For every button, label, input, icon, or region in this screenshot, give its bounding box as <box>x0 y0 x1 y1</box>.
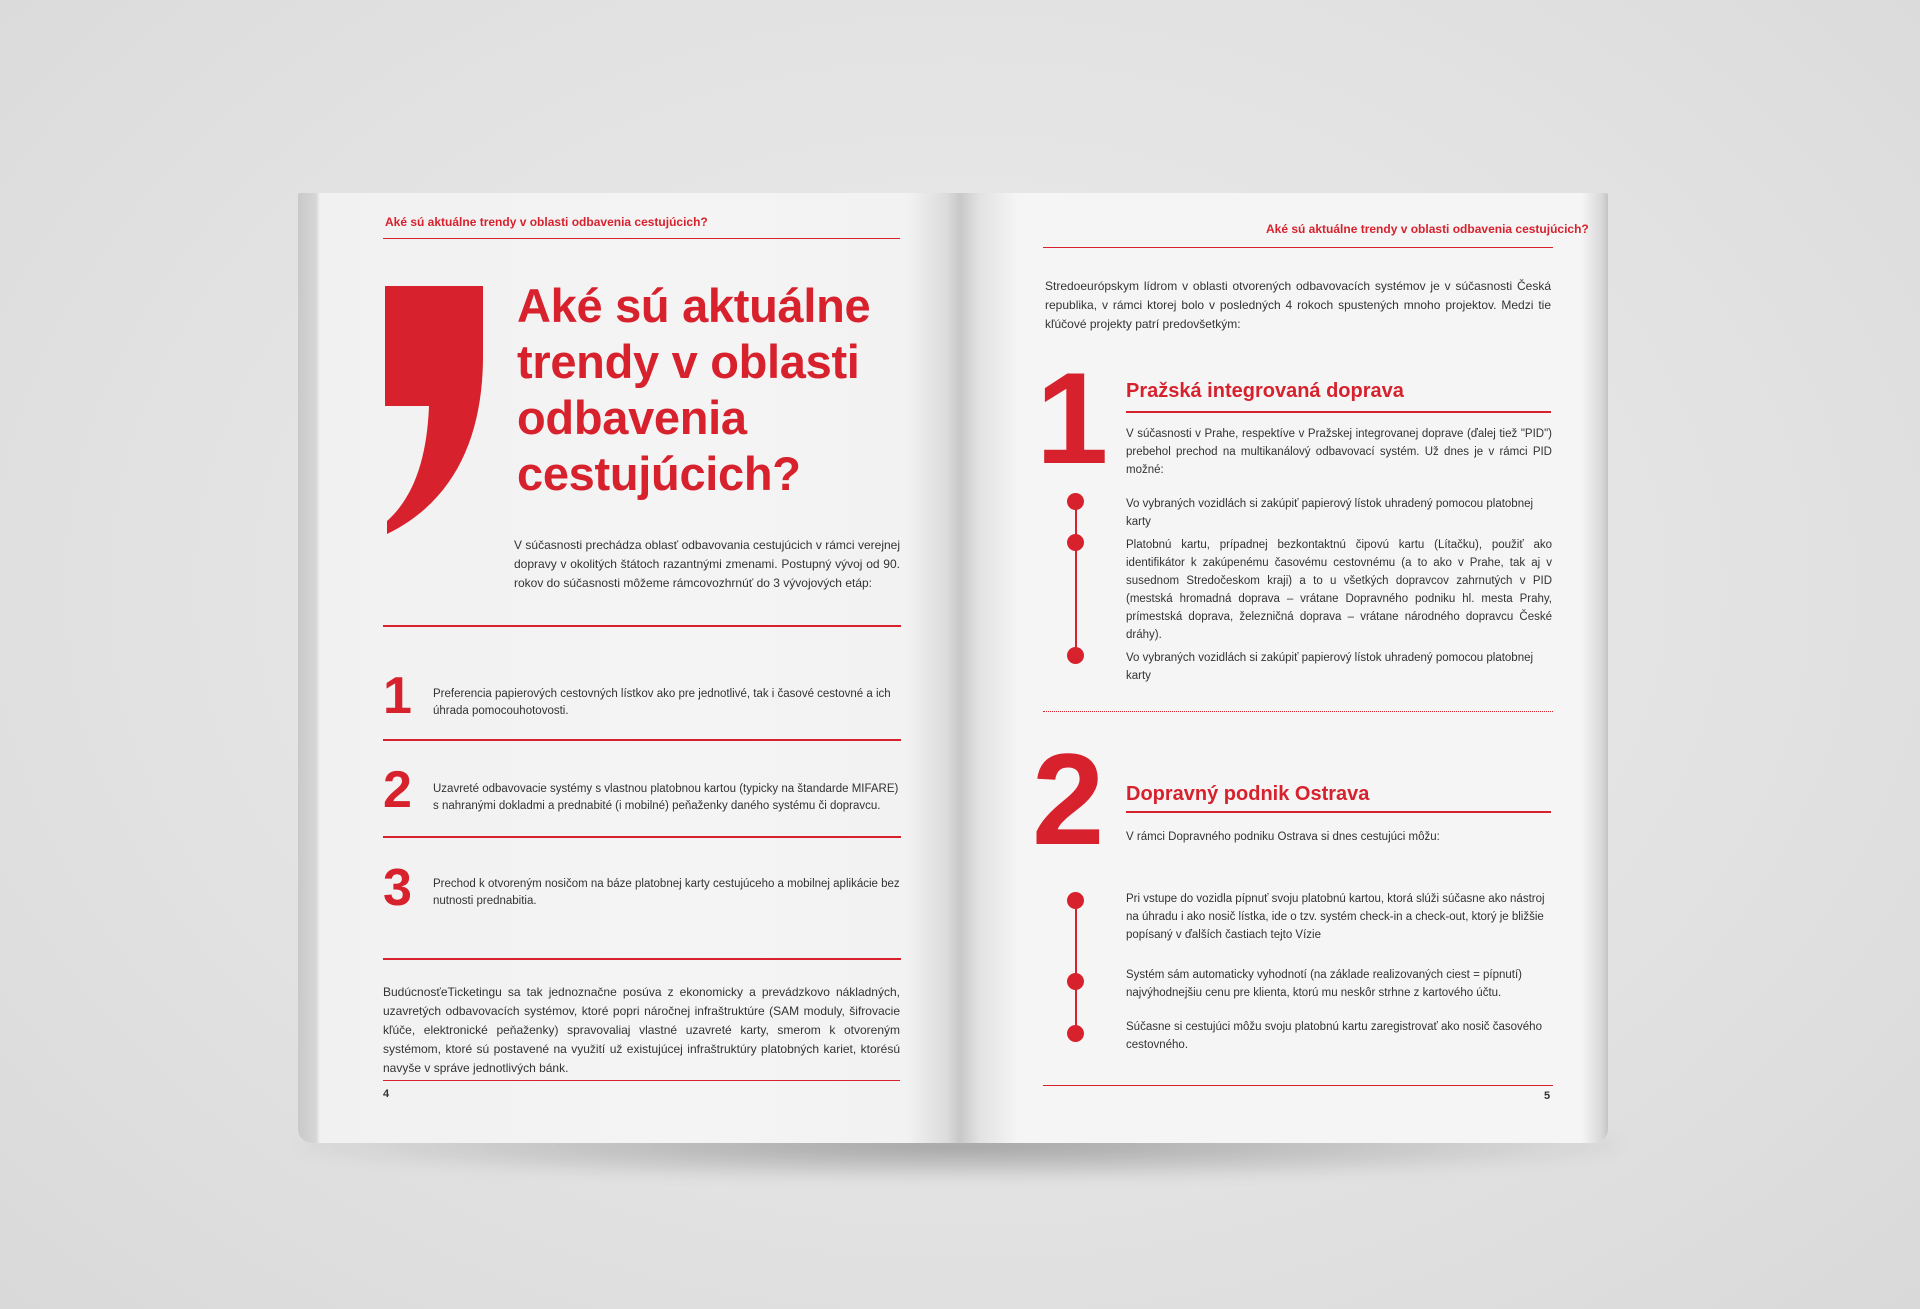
rule <box>383 836 901 838</box>
right-intro: Stredoeurópskym lídrom v oblasti otvorených odbavovacích systémov je v súčasnosti Česká republika, v rámci ktorej bolo v posledných 4 rokoch spustených mnoho projektov. Medzi tie kľúčové projekty patrí predovšetkým: <box>1045 279 1551 331</box>
step-number-1: 1 <box>383 667 412 725</box>
section-number-2: 2 <box>1032 726 1101 872</box>
quote-mark-icon <box>385 286 483 534</box>
timeline-dot <box>1067 973 1084 990</box>
rule <box>383 739 901 741</box>
step-number-2: 2 <box>383 761 412 819</box>
step-number-3: 3 <box>383 859 412 917</box>
page-title <box>517 278 937 502</box>
left-intro: V súčasnosti prechádza oblasť odbavovania cestujúcich v rámci verejnej dopravy v okolitých štátoch razantnými zmenami. Postupný vývoj od 90. rokov do súčasnosti môžeme rámcovozhrnúť do 3 vývojových etáp: <box>514 538 900 590</box>
section-title-rule <box>1126 411 1551 413</box>
section-1-item-1: Vo vybraných vozidlách si zakúpiť papierový lístok uhradený pomocou platobnej karty <box>1126 498 1534 528</box>
section-divider <box>1043 711 1553 712</box>
section-number-1: 1 <box>1036 345 1105 491</box>
timeline-dot <box>1067 1025 1084 1042</box>
timeline-dot <box>1067 892 1084 909</box>
section-1-item-2: Platobnú kartu, prípadnej bezkontaktnú čipovú kartu (Lítačku), použiť ako identifikátor k zakúpenému časovému cestovnému (a to ako v Prahe, tak aj v susednom Stredočeskom kraji) a to u všetkých dopravcov zahrnutých v PID (mestská hromadná doprava – vrátane Dopravného podniku hl. mesta Prahy, prímestská doprava, železničná doprava – vrátane národného dopravcu České dráhy). <box>1126 539 1552 641</box>
section-1-item-3: Vo vybraných vozidlách si zakúpiť papierový lístok uhradený pomocou platobnej karty <box>1126 652 1534 682</box>
section-title-2: Dopravný podnik Ostrava <box>1126 783 1370 805</box>
section-2-item-2: Systém sám automaticky vyhodnotí (na základe realizovaných ciest = pípnutí) najvýhodnejšiu cenu pre klienta, ktorú mu neskôr strhne z kartového účtu. <box>1126 969 1522 999</box>
timeline-dot <box>1067 534 1084 551</box>
step-text-3: Prechod k otvoreným nosičom na báze platobnej karty cestujúceho a mobilnej aplikácie bez nutnosti prednabitia. <box>433 878 900 907</box>
section-2-item-1: Pri vstupe do vozidla pípnuť svoju platobnú kartou, ktorá slúži súčasne ako nástroj na úhradu i ako nosič lístka, ide o tzv. systém check-in a check-out, ktorý je bližšie popísaný v ďalších častiach tejto Vízie <box>1126 893 1545 941</box>
left-foot-rule <box>383 1080 900 1081</box>
page-number-right: 5 <box>1544 1090 1551 1102</box>
section-2-item-3: Súčasne si cestujúci môžu svoju platobnú kartu zaregistrovať ako nosič časového cestovného. <box>1126 1021 1542 1051</box>
step-text-1: Preferencia papierových cestovných lístkov ako pre jednotlivé, tak i časové cestovné a ich úhrada pomocouhotovosti. <box>433 688 891 717</box>
step-text-2: Uzavreté odbavovacie systémy s vlastnou platobnou kartou (typicky na štandarde MIFARE) s nahranými dokladmi a prednabité (i mobilné) peňaženky daného systému či dopravcu. <box>433 783 899 812</box>
title-line-2: trendy v oblasti <box>517 335 860 388</box>
title-line-1: Aké sú aktuálne <box>517 279 871 332</box>
left-closing: BudúcnosťeTicketingu sa tak jednoznačne posúva z ekonomicky a prevádzkovo nákladných, uzavretých odbavovacích systémov, ktoré popri náročnej infraštruktúre (SAM moduly, šifrovacie kľúče, elektronické peňaženky) spravovaliaj vlastné uzavreté karty, smerom k otvoreným systémom, ktoré sú postavené na využití už existujúcej infraštruktúry platobných kariet, ktorésú navyše v správe jednotlivých bánk. <box>383 985 900 1075</box>
page-number-left: 4 <box>383 1088 390 1100</box>
section-title-1: Pražská integrovaná doprava <box>1126 380 1404 402</box>
timeline-dot <box>1067 647 1084 664</box>
right-running-head: Aké sú aktuálne trendy v oblasti odbavenia cestujúcich? <box>1266 222 1589 236</box>
rule <box>383 625 901 627</box>
title-line-3: odbavenia <box>517 391 747 444</box>
timeline-dot <box>1067 493 1084 510</box>
left-running-head: Aké sú aktuálne trendy v oblasti odbavenia cestujúcich? <box>385 215 708 229</box>
timeline-line <box>1075 900 1077 1034</box>
section-lead-1: V súčasnosti v Prahe, respektíve v Pražskej integrovanej doprave (ďalej tiež "PID") prebehol prechod na multikanálový odbavovací systém. Už dnes je v rámci PID možné: <box>1126 428 1552 476</box>
section-title-rule <box>1126 811 1551 813</box>
left-head-rule <box>383 238 900 239</box>
right-foot-rule <box>1043 1085 1553 1086</box>
timeline-line <box>1075 500 1077 655</box>
title-line-4: cestujúcich? <box>517 447 801 500</box>
section-lead-2: V rámci Dopravného podniku Ostrava si dnes cestujúci môžu: <box>1126 831 1440 843</box>
rule <box>383 958 901 960</box>
right-head-rule <box>1043 247 1553 248</box>
